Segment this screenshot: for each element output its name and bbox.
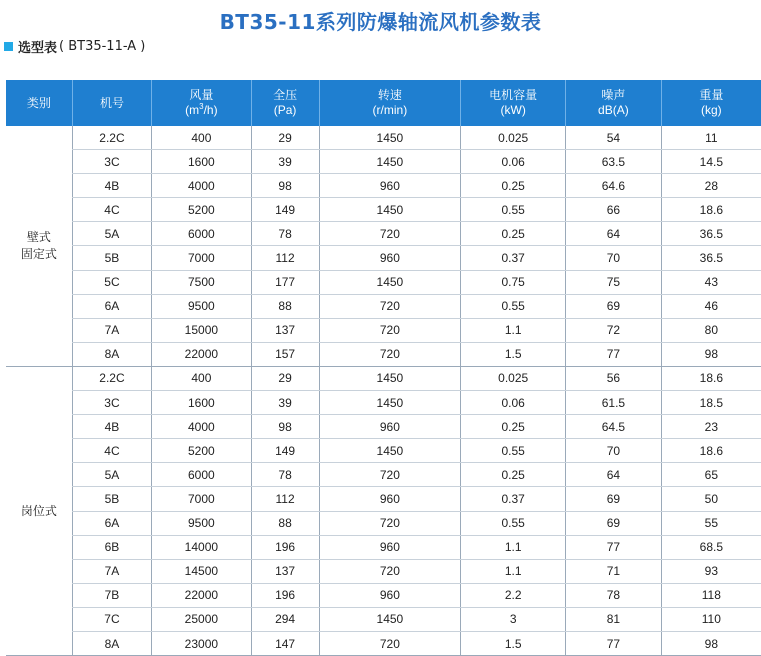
table-cell: 78 bbox=[251, 463, 319, 487]
table-row bbox=[6, 583, 761, 607]
table-cell: 1450 bbox=[319, 366, 461, 390]
table-cell: 39 bbox=[251, 150, 319, 174]
table-cell: 98 bbox=[251, 174, 319, 198]
table-cell: 15000 bbox=[152, 318, 252, 342]
table-cell: 18.6 bbox=[661, 366, 761, 390]
table-cell: 7B bbox=[72, 583, 151, 607]
table-cell: 63.5 bbox=[566, 150, 662, 174]
table-cell: 0.25 bbox=[461, 222, 566, 246]
table-cell: 1450 bbox=[319, 270, 461, 294]
table-row bbox=[6, 174, 761, 198]
table-cell: 3C bbox=[72, 150, 151, 174]
table-cell: 5A bbox=[72, 222, 151, 246]
table-cell: 7C bbox=[72, 607, 151, 631]
page-title: BT35-11系列防爆轴流风机参数表 bbox=[219, 10, 542, 34]
table-cell: 93 bbox=[661, 559, 761, 583]
table-cell: 1.1 bbox=[461, 559, 566, 583]
table-cell: 3C bbox=[72, 391, 151, 415]
table-cell: 1450 bbox=[319, 126, 461, 150]
table-cell: 5C bbox=[72, 270, 151, 294]
table-cell: 64.5 bbox=[566, 415, 662, 439]
table-cell: 18.5 bbox=[661, 391, 761, 415]
table-cell: 4000 bbox=[152, 415, 252, 439]
section-bullet-icon bbox=[4, 42, 13, 51]
table-cell: 80 bbox=[661, 318, 761, 342]
table-row bbox=[6, 487, 761, 511]
table-cell: 0.55 bbox=[461, 439, 566, 463]
table-cell: 77 bbox=[566, 535, 662, 559]
category-cell bbox=[6, 366, 72, 655]
table-row bbox=[6, 391, 761, 415]
table-cell: 720 bbox=[319, 463, 461, 487]
table-cell: 9500 bbox=[152, 294, 252, 318]
table-cell: 1.5 bbox=[461, 631, 566, 655]
table-cell: 69 bbox=[566, 511, 662, 535]
table-cell: 0.37 bbox=[461, 487, 566, 511]
table-cell: 1600 bbox=[152, 391, 252, 415]
table-cell: 22000 bbox=[152, 342, 252, 366]
table-cell: 1450 bbox=[319, 391, 461, 415]
table-cell: 7A bbox=[72, 559, 151, 583]
table-cell: 36.5 bbox=[661, 246, 761, 270]
table-cell: 64 bbox=[566, 222, 662, 246]
table-cell: 0.06 bbox=[461, 391, 566, 415]
table-cell: 5A bbox=[72, 463, 151, 487]
table-cell: 1.5 bbox=[461, 342, 566, 366]
table-cell: 118 bbox=[661, 583, 761, 607]
table-cell: 5B bbox=[72, 246, 151, 270]
parameter-table bbox=[6, 80, 761, 656]
table-cell: 88 bbox=[251, 294, 319, 318]
table-cell: 72 bbox=[566, 318, 662, 342]
table-cell: 3 bbox=[461, 607, 566, 631]
table-cell: 18.6 bbox=[661, 198, 761, 222]
table-cell: 2.2C bbox=[72, 366, 151, 390]
header-model-no: 机号 bbox=[72, 80, 151, 126]
category-label: 壁式 bbox=[26, 229, 51, 244]
category-label: 岗位式 bbox=[20, 503, 57, 518]
table-cell: 960 bbox=[319, 174, 461, 198]
table-row bbox=[6, 126, 761, 150]
table-cell: 77 bbox=[566, 631, 662, 655]
table-row bbox=[6, 366, 761, 390]
table-cell: 720 bbox=[319, 318, 461, 342]
table-cell: 70 bbox=[566, 246, 662, 270]
table-cell: 14000 bbox=[152, 535, 252, 559]
table-cell: 720 bbox=[319, 222, 461, 246]
table-cell: 1450 bbox=[319, 150, 461, 174]
table-cell: 196 bbox=[251, 535, 319, 559]
table-cell: 147 bbox=[251, 631, 319, 655]
table-cell: 4B bbox=[72, 174, 151, 198]
table-cell: 4B bbox=[72, 415, 151, 439]
table-cell: 0.025 bbox=[461, 366, 566, 390]
table-cell: 1450 bbox=[319, 607, 461, 631]
table-cell: 137 bbox=[251, 318, 319, 342]
table-cell: 8A bbox=[72, 342, 151, 366]
section-model-code: ( BT35-11-A ) bbox=[59, 39, 146, 54]
table-cell: 137 bbox=[251, 559, 319, 583]
table-cell: 149 bbox=[251, 439, 319, 463]
table-cell: 960 bbox=[319, 246, 461, 270]
table-row bbox=[6, 415, 761, 439]
table-cell: 65 bbox=[661, 463, 761, 487]
table-cell: 0.55 bbox=[461, 511, 566, 535]
table-cell: 7000 bbox=[152, 246, 252, 270]
section-heading bbox=[4, 37, 145, 56]
table-cell: 112 bbox=[251, 487, 319, 511]
table-cell: 2.2C bbox=[72, 126, 151, 150]
table-cell: 88 bbox=[251, 511, 319, 535]
table-cell: 6000 bbox=[152, 463, 252, 487]
table-cell: 81 bbox=[566, 607, 662, 631]
table-cell: 960 bbox=[319, 487, 461, 511]
table-cell: 69 bbox=[566, 487, 662, 511]
table-cell: 22000 bbox=[152, 583, 252, 607]
table-row bbox=[6, 559, 761, 583]
header-motor-capacity: 电机容量 (kW) bbox=[461, 80, 566, 126]
table-cell: 39 bbox=[251, 391, 319, 415]
table-row bbox=[6, 150, 761, 174]
table-cell: 11 bbox=[661, 126, 761, 150]
table-cell: 0.75 bbox=[461, 270, 566, 294]
table-row bbox=[6, 439, 761, 463]
table-row bbox=[6, 318, 761, 342]
table-cell: 6000 bbox=[152, 222, 252, 246]
table-cell: 5200 bbox=[152, 198, 252, 222]
table-row bbox=[6, 342, 761, 366]
table-cell: 0.025 bbox=[461, 126, 566, 150]
table-cell: 7A bbox=[72, 318, 151, 342]
table-cell: 5200 bbox=[152, 439, 252, 463]
table-cell: 720 bbox=[319, 511, 461, 535]
table-cell: 960 bbox=[319, 535, 461, 559]
header-airflow: 风量 $(m^3/h)$ bbox=[152, 80, 252, 126]
table-cell: 720 bbox=[319, 631, 461, 655]
table-row bbox=[6, 294, 761, 318]
table-cell: 14500 bbox=[152, 559, 252, 583]
table-cell: 4000 bbox=[152, 174, 252, 198]
table-cell: 23000 bbox=[152, 631, 252, 655]
table-cell: 6A bbox=[72, 294, 151, 318]
table-cell: 9500 bbox=[152, 511, 252, 535]
table-cell: 0.25 bbox=[461, 463, 566, 487]
table-header-row bbox=[6, 80, 761, 126]
header-category: 类别 bbox=[6, 80, 72, 126]
table-cell: 149 bbox=[251, 198, 319, 222]
table-cell: 720 bbox=[319, 342, 461, 366]
section-label: 选型表 bbox=[18, 41, 58, 56]
table-cell: 50 bbox=[661, 487, 761, 511]
table-cell: 23 bbox=[661, 415, 761, 439]
table-cell: 0.06 bbox=[461, 150, 566, 174]
table-cell: 2.2 bbox=[461, 583, 566, 607]
table-cell: 29 bbox=[251, 126, 319, 150]
table-row bbox=[6, 511, 761, 535]
table-cell: 0.25 bbox=[461, 415, 566, 439]
table-cell: 98 bbox=[661, 631, 761, 655]
table-cell: 75 bbox=[566, 270, 662, 294]
table-cell: 1600 bbox=[152, 150, 252, 174]
category-cell bbox=[6, 126, 72, 366]
table-cell: 68.5 bbox=[661, 535, 761, 559]
table-cell: 6A bbox=[72, 511, 151, 535]
table-row bbox=[6, 463, 761, 487]
table-cell: 4C bbox=[72, 198, 151, 222]
table-cell: 7500 bbox=[152, 270, 252, 294]
table-cell: 98 bbox=[661, 342, 761, 366]
table-row bbox=[6, 535, 761, 559]
table-row bbox=[6, 631, 761, 655]
table-cell: 28 bbox=[661, 174, 761, 198]
table-cell: 960 bbox=[319, 583, 461, 607]
table-cell: 5B bbox=[72, 487, 151, 511]
table-cell: 6B bbox=[72, 535, 151, 559]
table-cell: 294 bbox=[251, 607, 319, 631]
table-cell: 55 bbox=[661, 511, 761, 535]
table-cell: 25000 bbox=[152, 607, 252, 631]
table-cell: 196 bbox=[251, 583, 319, 607]
table-cell: 64 bbox=[566, 463, 662, 487]
table-cell: 78 bbox=[566, 583, 662, 607]
table-cell: 177 bbox=[251, 270, 319, 294]
table-cell: 54 bbox=[566, 126, 662, 150]
table-cell: 64.6 bbox=[566, 174, 662, 198]
table-row bbox=[6, 198, 761, 222]
table-cell: 8A bbox=[72, 631, 151, 655]
table-cell: 720 bbox=[319, 559, 461, 583]
table-cell: 960 bbox=[319, 415, 461, 439]
table-cell: 157 bbox=[251, 342, 319, 366]
table-cell: 18.6 bbox=[661, 439, 761, 463]
table-cell: 56 bbox=[566, 366, 662, 390]
table-cell: 0.55 bbox=[461, 294, 566, 318]
table-cell: 98 bbox=[251, 415, 319, 439]
table-cell: 110 bbox=[661, 607, 761, 631]
table-cell: 43 bbox=[661, 270, 761, 294]
table-cell: 112 bbox=[251, 246, 319, 270]
table-cell: 14.5 bbox=[661, 150, 761, 174]
table-row bbox=[6, 607, 761, 631]
header-noise: 噪声 dB(A) bbox=[566, 80, 662, 126]
table-cell: 1450 bbox=[319, 198, 461, 222]
table-cell: 1.1 bbox=[461, 535, 566, 559]
table-cell: 720 bbox=[319, 294, 461, 318]
table-cell: 77 bbox=[566, 342, 662, 366]
table-cell: 69 bbox=[566, 294, 662, 318]
table-row bbox=[6, 222, 761, 246]
table-cell: 0.25 bbox=[461, 174, 566, 198]
table-cell: 1.1 bbox=[461, 318, 566, 342]
table-cell: 7000 bbox=[152, 487, 252, 511]
table-cell: 78 bbox=[251, 222, 319, 246]
table-row bbox=[6, 270, 761, 294]
header-total-pressure: 全压 (Pa) bbox=[251, 80, 319, 126]
table-cell: 400 bbox=[152, 126, 252, 150]
table-cell: 46 bbox=[661, 294, 761, 318]
table-cell: 71 bbox=[566, 559, 662, 583]
table-cell: 29 bbox=[251, 366, 319, 390]
header-speed: 转速 (r/min) bbox=[319, 80, 461, 126]
category-label: 固定式 bbox=[20, 246, 57, 261]
table-cell: 70 bbox=[566, 439, 662, 463]
table-cell: 0.55 bbox=[461, 198, 566, 222]
table-cell: 1450 bbox=[319, 439, 461, 463]
table-cell: 4C bbox=[72, 439, 151, 463]
table-row bbox=[6, 246, 761, 270]
table-cell: 400 bbox=[152, 366, 252, 390]
header-weight: 重量 (kg) bbox=[661, 80, 761, 126]
table-cell: 36.5 bbox=[661, 222, 761, 246]
table-cell: 61.5 bbox=[566, 391, 662, 415]
table-cell: 0.37 bbox=[461, 246, 566, 270]
table-cell: 66 bbox=[566, 198, 662, 222]
